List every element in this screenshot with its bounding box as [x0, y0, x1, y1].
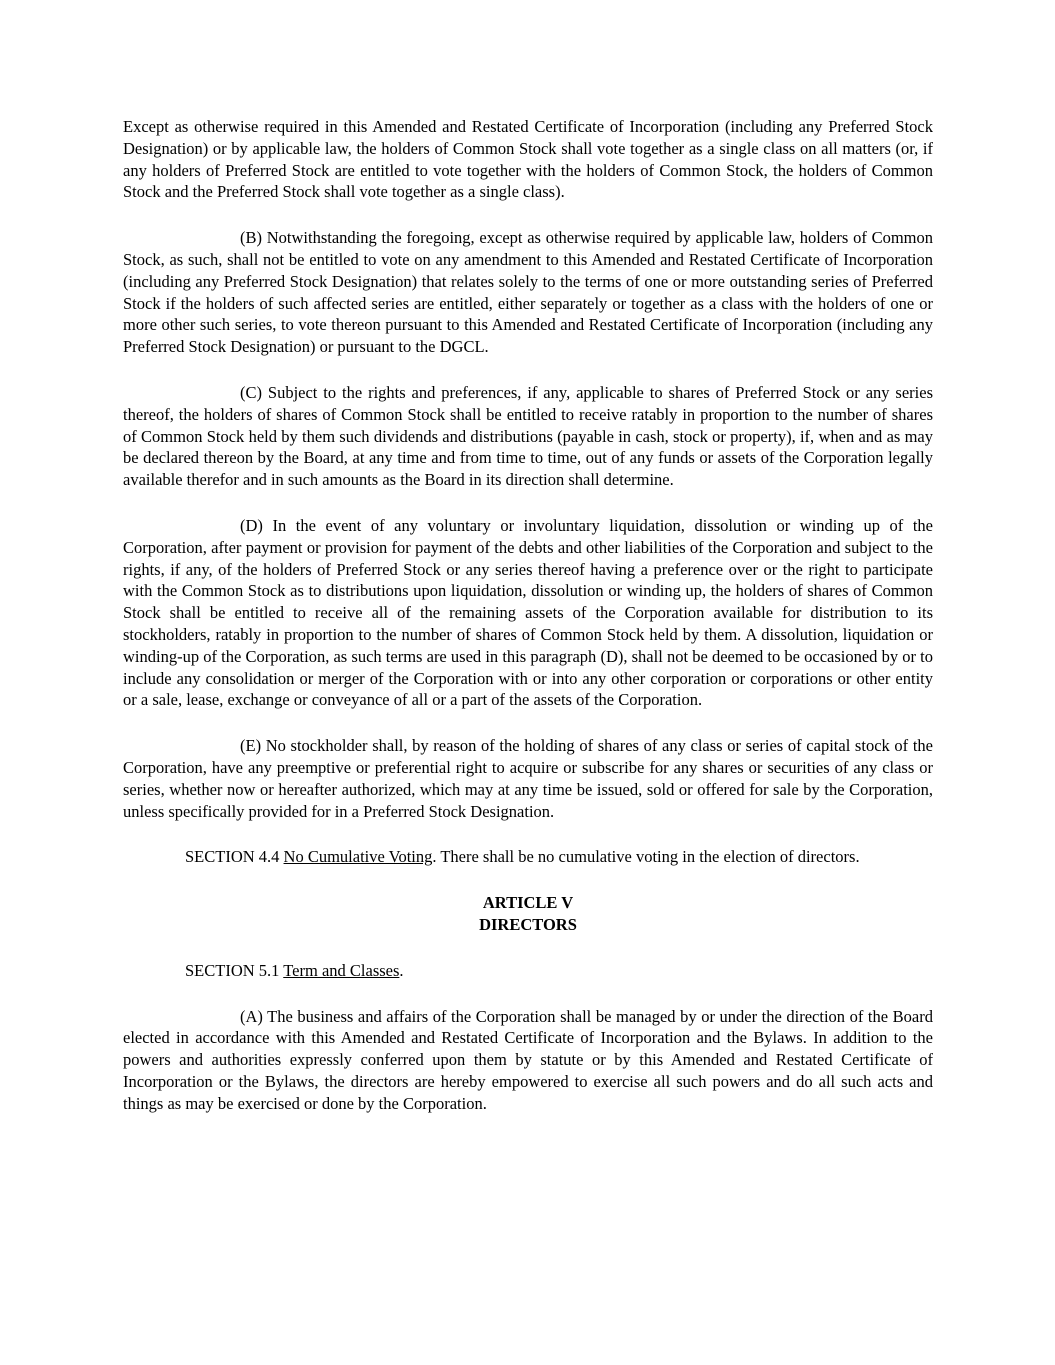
- paragraph-e-preemptive-rights: (E) No stockholder shall, by reason of the holding of shares of any class or series of capital stock of the Corporation, have any preemptive or preferential right to acquire or subscribe for any shares or securities of any class or series, whether now or hereafter authorized, which may at any time be issued, sold or offered for sale by the Corporation, unless specifically provided for in a Preferred Stock Designation.: [123, 736, 933, 821]
- section-4-4-title: No Cumulative Voting: [283, 847, 433, 867]
- section-5-1-body: .: [399, 960, 404, 980]
- paragraph-common-stock-voting-continuation: Except as otherwise required in this Amended and Restated Certificate of Incorporation (including any Preferred Stock Designation) or by applicable law, the holders of Common Stock shall vote together as a single class on all matters (or, if any holders of Preferred Stock are entitled to vote together with the holders of Common Stock, the holders of Common Stock and the Preferred Stock shall vote together as a single class).: [123, 117, 933, 202]
- section-5-1-title: Term and Classes: [283, 960, 400, 980]
- paragraph-b-voting-restriction: (B) Notwithstanding the foregoing, except as otherwise required by applicable law, holders of Common Stock, as such, shall not be entitled to vote on any amendment to this Amended and Restated Certificate of Incorporation (including any Preferred Stock Designation) that relates solely to the terms of one or more outstanding series of Preferred Stock if the holders of such affected series are entitled, either separately or together as a class with the holders of one or more other such series, to vote thereon pursuant to this Amended and Restated Certificate of Incorporation (including any Preferred Stock Designation) or pursuant to the DGCL.: [123, 228, 933, 357]
- section-5-1-term-and-classes: [123, 960, 933, 982]
- section-4-4-number: SECTION 4.4: [185, 847, 284, 867]
- section-4-4-body: . There shall be no cumulative voting in the election of directors.: [432, 847, 860, 867]
- article-v-subtitle: DIRECTORS: [479, 914, 577, 934]
- section-5-1-number: SECTION 5.1: [185, 960, 284, 980]
- article-v-title: ARTICLE V: [482, 893, 574, 913]
- article-v-heading: [123, 892, 933, 936]
- paragraph-c-dividends: (C) Subject to the rights and preferences, if any, applicable to shares of Preferred Stock or any series thereof, the holders of shares of Common Stock shall be entitled to receive ratably in proportion to the number of shares of Common Stock held by them such dividends and distributions (payable in cash, stock or property), if, when and as may be declared thereon by the Board, at any time and from time to time, out of any funds or assets of the Corporation legally available therefor and in such amounts as the Board in its direction shall determine.: [123, 382, 933, 490]
- paragraph-d-liquidation: (D) In the event of any voluntary or involuntary liquidation, dissolution or winding up of the Corporation, after payment or provision for payment of the debts and other liabilities of the Corporation and subject to the rights, if any, of the holders of Preferred Stock or any series thereof having a preference over or the right to participate with the Common Stock as to distributions upon liquidation, dissolution or winding up, the holders of shares of Common Stock shall be entitled to receive all of the remaining assets of the Corporation available for distribution to its stockholders, ratably in proportion to the number of shares of Common Stock held by them. A dissolution, liquidation or winding-up of the Corporation, as such terms are used in this paragraph (D), shall not be deemed to be occasioned by or to include any consolidation or merger of the Corporation with or into any other corporation or corporations or other entity or a sale, lease, exchange or conveyance of all or a part of the assets of the Corporation.: [123, 515, 933, 710]
- section-4-4-no-cumulative-voting: [123, 846, 933, 868]
- paragraph-a-board-powers: (A) The business and affairs of the Corporation shall be managed by or under the direction of the Board elected in accordance with this Amended and Restated Certificate of Incorporation and the Bylaws. In addition to the powers and authorities expressly conferred upon them by statute or by this Amended and Restated Certificate of Incorporation or the Bylaws, the directors are hereby empowered to exercise all such powers and do all such acts and things as may be exercised or done by the Corporation.: [123, 1006, 933, 1113]
